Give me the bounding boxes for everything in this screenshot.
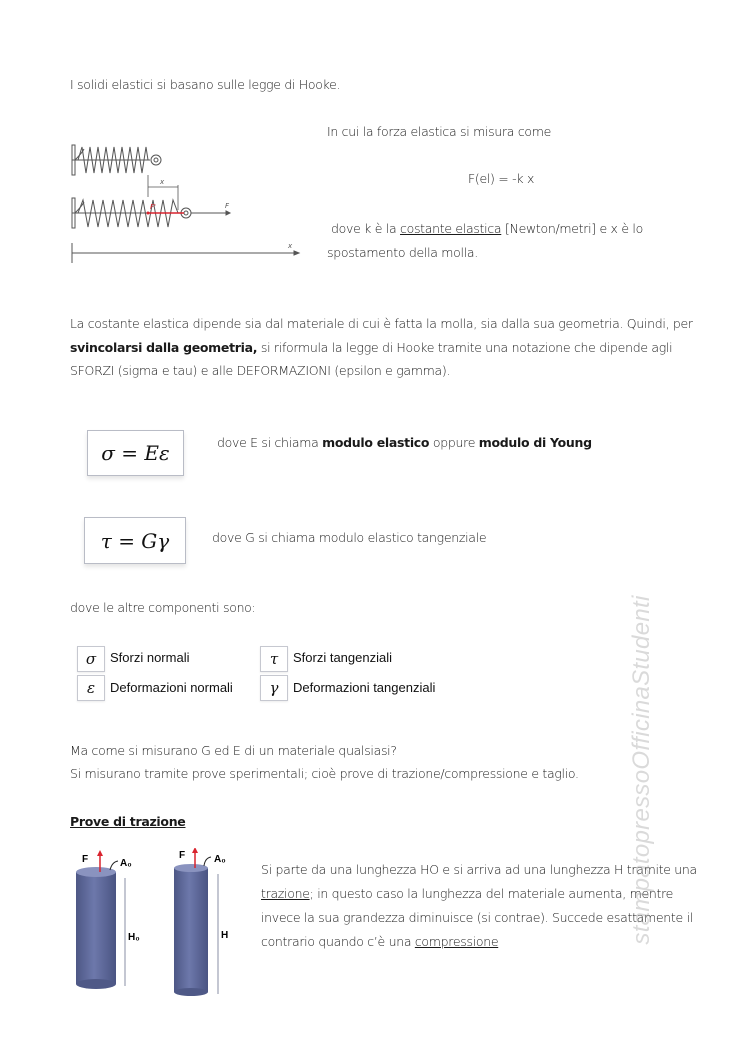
x-axis (72, 243, 299, 263)
hooke-desc-pre: dove k è la (331, 221, 401, 236)
hooke-line1: In cui la forza elastica si misura come (327, 124, 552, 139)
formula-sigma-desc-pre: dove E si chiama (217, 435, 323, 450)
label-a0-2: A₀ (214, 854, 226, 865)
formula-box-tau (84, 517, 186, 564)
hooke-desc-post: [Newton/metri] e x è lo (501, 221, 643, 236)
paragraph-line3: SFORZI (sigma e tau) e alle DEFORMAZIONI (epsilon e gamma). (70, 363, 451, 378)
hooke-desc (331, 221, 643, 236)
spring-top (72, 145, 161, 175)
watermark: stampatopressoOfficinaStudenti (628, 595, 655, 945)
modulo-elastico-term: modulo elastico (322, 435, 430, 450)
hooke-desc-line2: spostamento della molla. (327, 245, 478, 260)
label-axis-x: x (288, 242, 293, 250)
label-h: H (221, 930, 229, 941)
label-force: F (225, 202, 230, 210)
trazione-term: trazione (261, 886, 310, 901)
symbol-gamma: γ (260, 675, 288, 701)
label-f-2: F (179, 850, 186, 861)
section-line3: invece la sua grandezza diminuisce (si contrae). Succede esattamente il (261, 910, 693, 925)
symbol-epsilon: ε (77, 675, 105, 701)
section-line2 (261, 886, 673, 901)
costante-elastica-term: costante elastica (400, 221, 502, 236)
label-x-top: x (160, 178, 165, 186)
section-line4 (261, 934, 498, 949)
cylinder-initial (76, 867, 116, 989)
spring-figure (68, 135, 308, 270)
section-line4-pre: contrario quando c’è una (261, 934, 415, 949)
formula-sigma-desc (217, 435, 592, 450)
intro-text: I solidi elastici si basano sulle legge di Hooke. (70, 77, 341, 92)
paragraph-line1: La costante elastica dipende sia dal materiale di cui è fatta la molla, sia dalla sua geometria. Quindi, per (70, 316, 693, 331)
components-intro: dove le altre componenti sono: (70, 600, 256, 615)
symbol-tau: τ (260, 646, 288, 672)
force-arrowhead-1 (97, 850, 103, 856)
question-line1: Ma come si misurano G ed E di un materiale qualsiasi? (70, 743, 397, 758)
compressione-term: compressione (414, 934, 499, 949)
label-a0-1: A₀ (120, 858, 132, 869)
label-h0: H₀ (128, 932, 140, 943)
label-sforzi-tangenziali: Sforzi tangenziali (293, 650, 392, 665)
section-line2-rest: ; in questo caso la lunghezza del materiale aumenta, mentre (309, 886, 674, 901)
cylinder-stretched (174, 864, 208, 996)
formula-sigma-desc-mid: oppure (429, 435, 479, 450)
hooke-formula: F(el) = -k x (468, 171, 535, 186)
formula-box-sigma (87, 430, 184, 476)
formula-sigma: σ = Eε (101, 441, 170, 465)
force-arrowhead-2 (192, 848, 198, 853)
formula-tau: τ = Gγ (100, 528, 170, 553)
paragraph-line2 (70, 340, 672, 355)
formula-tau-desc: dove G si chiama modulo elastico tangenziale (212, 530, 487, 545)
area-pointer-1 (110, 861, 118, 870)
label-deformazioni-normali: Deformazioni normali (110, 680, 233, 695)
paragraph-line2-rest: si riformula la legge di Hooke tramite una notazione che dipende agli (257, 340, 673, 355)
label-deformazioni-tangenziali: Deformazioni tangenziali (293, 680, 436, 695)
red-force-origin (147, 212, 150, 215)
paragraph-bold: svincolarsi dalla geometria, (70, 340, 258, 355)
modulo-young-term: modulo di Young (478, 435, 592, 450)
section-title: Prove di trazione (70, 814, 186, 829)
label-sforzi-normali: Sforzi normali (110, 650, 190, 665)
area-pointer-2 (204, 857, 211, 866)
label-f-1: F (82, 854, 89, 865)
symbol-sigma: σ (77, 646, 105, 672)
label-force-red: F' (150, 203, 156, 211)
section-line1: Si parte da una lunghezza HO e si arriva ad una lunghezza H tramite una (261, 862, 697, 877)
tension-test-figure (66, 848, 256, 998)
question-line2: Si misurano tramite prove sperimentali; cioè prove di trazione/compressione e taglio. (70, 766, 579, 781)
